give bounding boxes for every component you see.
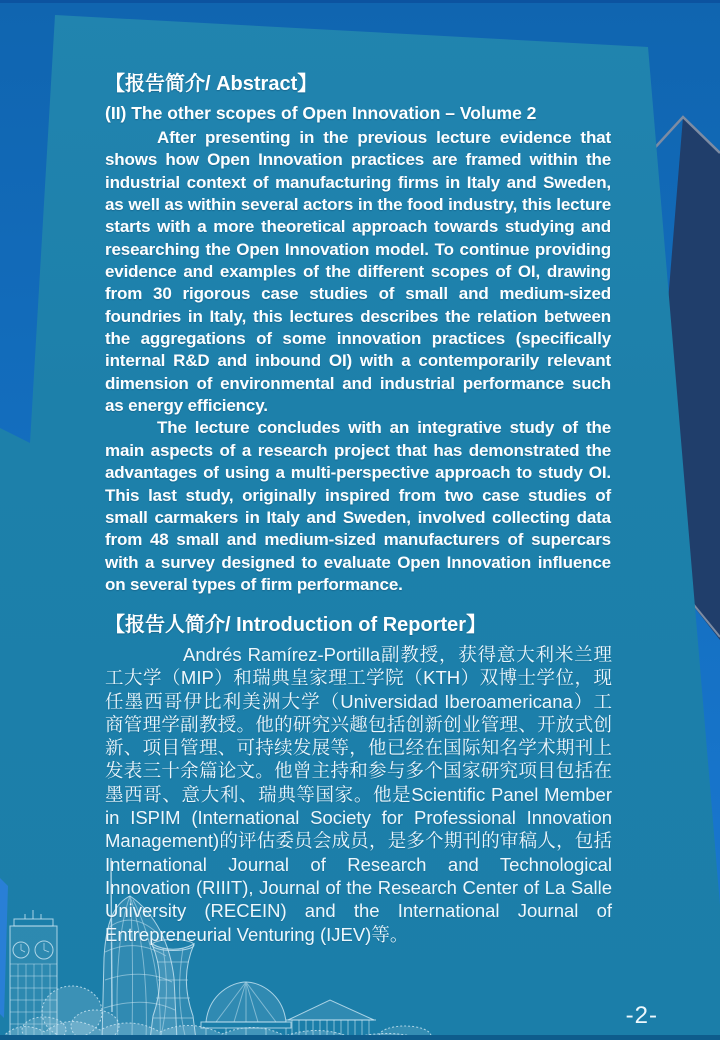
- abstract-paragraph-1: After presenting in the previous lecture evidence that shows how Open Innovation practices are framed within the industrial context of manufacturing firms in Italy and Sweden, as well as within several actors in the food industry, this lecture starts with a more theoretical approach towards studying and researching the Open Innovation model. To continue providing evidence and examples of the different scopes of OI, drawing from 30 rigorous case studies of small and medium-sized foundries in Italy, this lectures describes the relation between the aggregations of some innovation practices (specifically internal R&D and inbound OI) with a contemporarily relevant dimension of environmental and industrial performance such as energy efficiency.: [105, 128, 611, 416]
- abstract-header: 【报告简介/ Abstract】: [105, 73, 318, 95]
- bottom-edge-strip: [0, 1035, 720, 1040]
- abstract-title: (II) The other scopes of Open Innovation – Volume 2: [105, 103, 537, 123]
- abstract-paragraph-2: The lecture concludes with an integrative study of the main aspects of a research project that has demonstrated the advantages of using a multi-perspective approach to study OI. This last study, originally inspired from two case studies of small carmakers in Italy and Sweden, involved collecting data from 48 small and medium-sized manufacturers of supercars with a survey designed to evaluate Open Innovation influence on several types of firm performance.: [105, 418, 611, 594]
- reporter-bio: Andrés Ramírez-Portilla副教授，获得意大利米兰理工大学（MIP）和瑞典皇家理工学院（KTH）双博士学位，现任墨西哥伊比利美洲大学（Universidad Iberoamericana）工商管理学副教授。他的研究兴趣包括创新创业管理、开放式创新、项目管理、可持续发展等，他已经在国际知名学术期刊上发表三十余篇论文。他曾主持和参与多个国家研究项目包括在墨西哥、意大利、瑞典等国家。他是Scientific Panel Member in ISPIM (International Society for Professional Innovation Management)的评估委员会成员，是多个期刊的审稿人，包括International Journal of Research and Technological Innovation (RIIIT), Journal of the Research Center of La Salle University (RECEIN) and the International Journal of Entrepreneurial Venturing (IJEV)等。: [105, 644, 612, 945]
- page-number: -2-: [625, 1002, 658, 1029]
- abstract-section: [105, 71, 611, 596]
- reporter-section: [105, 612, 612, 946]
- reporter-header: 【报告人简介/ Introduction of Reporter】: [105, 614, 487, 636]
- top-edge-strip: [0, 0, 720, 3]
